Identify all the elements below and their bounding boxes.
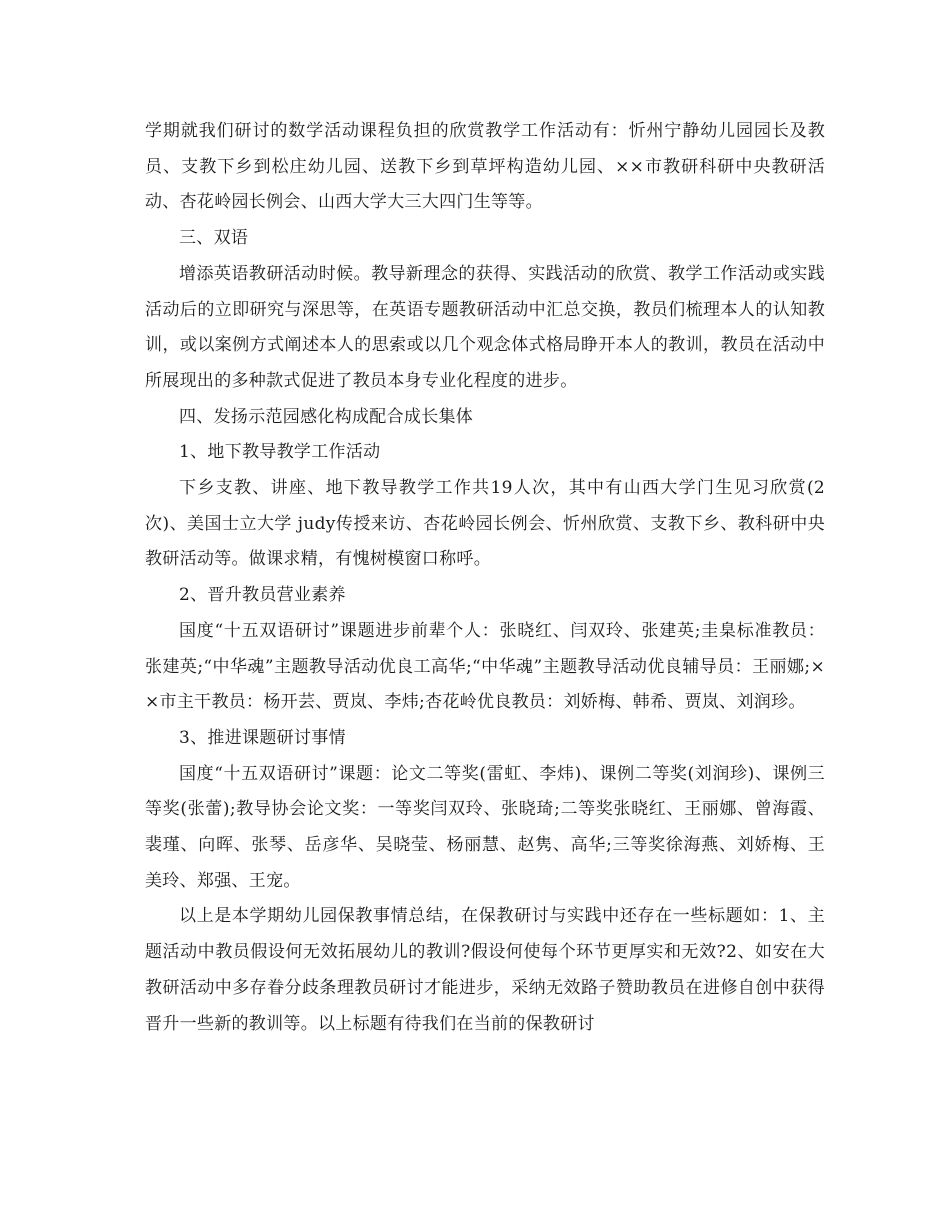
document-body — [145, 114, 825, 1042]
paragraph-english-research: 增添英语教研活动时候。教导新理念的获得、实践活动的欣赏、教学工作活动或实践活动后的立即研究与深思等，在英语专题教研活动中汇总交换，教员们梳理本人的认知教训，或以案例方式阐述本人的思索或以几个观念体式格局睁开本人的教训，教员在活动中所展现出的多种款式促进了教员本身专业化程度的进步。 — [145, 263, 825, 391]
section-heading-bilingual: 三、双语 — [179, 228, 249, 249]
section-heading-demonstration: 四、发扬示范园感化构成配合成长集体 — [179, 406, 474, 427]
subheading-1: 1、地下教导教学工作活动 — [179, 442, 381, 463]
paragraph-teacher-honors: 国度“十五双语研讨”课题进步前辈个人：张晓红、闫双玲、张建英;圭臬标准教员：张建英;“中华魂”主题教导活动优良工高华;“中华魂”主题教导活动优良辅导员：王丽娜;××市主干教员：杨开芸、贾岚、李炜;杏花岭优良教员：刘娇梅、韩希、贾岚、刘润珍。 — [145, 620, 825, 713]
paragraph-outreach: 下乡支教、讲座、地下教导教学工作共19人次，其中有山西大学门生见习欣赏(2次)、美国士立大学 judy传授来访、杏花岭园长例会、忻州欣赏、支教下乡、教科研中央教研活动等。做课求精，有愧树模窗口称呼。 — [145, 478, 825, 570]
paragraph-1: 学期就我们研讨的数学活动课程负担的欣赏教学工作活动有：忻州宁静幼儿园园长及教员、支教下乡到松庄幼儿园、送教下乡到草坪构造幼儿园、××市教研科研中央教研活动、杏花岭园长例会、山西大学大三大四门生等等。 — [145, 121, 825, 213]
paragraph-summary: 以上是本学期幼儿园保教事情总结，在保教研讨与实践中还存在一些标题如：1、主题活动中教员假设何无效拓展幼儿的教训?假设何使每个环节更厚实和无效?2、如安在大教研活动中多存眷分歧条理教员研讨才能进步，采纳无效路子赞助教员在进修自创中获得晋升一些新的教训等。以上标题有待我们在当前的保教研讨 — [145, 906, 825, 1034]
paragraph-research-awards: 国度“十五双语研讨”课题：论文二等奖(雷虹、李炜)、课例二等奖(刘润珍)、课例三等奖(张蕾);教导协会论文奖：一等奖闫双玲、张晓琦;二等奖张晓红、王丽娜、曾海霞、裴瑾、向晖、张琴、岳彦华、吴晓莹、杨丽慧、赵隽、高华;三等奖徐海燕、刘娇梅、王美玲、郑强、王宠。 — [145, 763, 825, 891]
subheading-3: 3、推进课题研讨事情 — [179, 727, 346, 748]
subheading-2: 2、晋升教员营业素养 — [179, 585, 346, 606]
